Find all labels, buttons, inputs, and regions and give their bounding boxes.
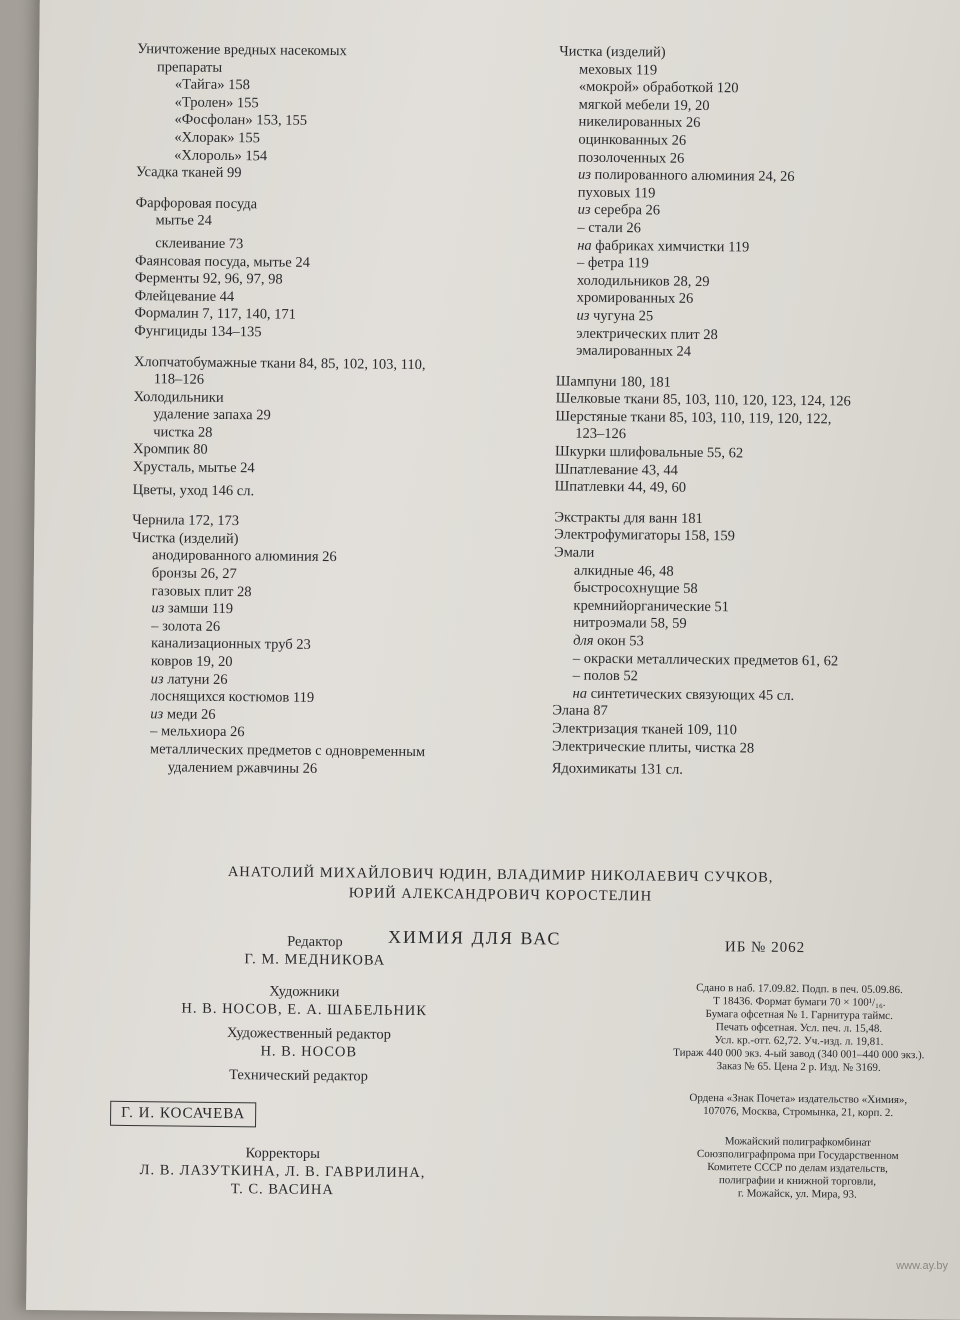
index-entry-text: Цветы, уход 146 сл.	[133, 482, 255, 499]
index-entry-text: металлических предметов с одновременным	[150, 741, 425, 760]
index-entry-text: полированного алюминия 24, 26	[591, 167, 795, 185]
index-entry-text: газовых плит 28	[152, 583, 252, 600]
index-entry-text: бронзы 26, 27	[152, 565, 237, 582]
index-entry-text: Шпатлевки 44, 49, 60	[555, 479, 687, 496]
index-entry-text: алкидные 46, 48	[574, 562, 674, 579]
index-entry-text: Шпатлевание 43, 44	[555, 461, 678, 478]
print-line: Заказ № 65. Цена 2 р. Изд. № 3169.	[649, 1059, 949, 1075]
index-entry-text: меховых 119	[579, 61, 657, 78]
authors	[150, 861, 850, 908]
index-entry-text: Уничтожение вредных насекомых	[137, 41, 347, 59]
index-entry-prefix: из	[151, 671, 164, 687]
correctors-label: Корректоры	[128, 1143, 438, 1164]
index-entry-prefix: из	[576, 308, 589, 324]
print-line: Т 18436. Формат бумаги 70 × 100¹/₁₆.	[649, 994, 949, 1010]
index-entry-text: Шелковые ткани 85, 103, 110, 120, 123, 124, 126	[556, 391, 851, 410]
index-entry-text: Шкурки шлифовальные 55, 62	[555, 443, 743, 461]
index-entry-text: ковров 19, 20	[151, 653, 233, 670]
index-entry-text: холодильников 28, 29	[577, 272, 710, 289]
print-line: Тираж 440 000 экз. 4-ый завод (340 001–440 000 экз.).	[649, 1046, 949, 1062]
index-entry-text: Флейцевание 44	[135, 288, 235, 305]
index-entry-text: Электрофумигаторы 158, 159	[554, 527, 735, 545]
correctors-line-1: Л. В. ЛАЗУТКИНА, Л. В. ГАВРИЛИНА,	[127, 1161, 437, 1182]
index-entry-text: чугуна 25	[589, 308, 653, 325]
print-line: Усл. кр.-отт. 62,72. Уч.-изд. л. 19,81.	[649, 1033, 949, 1049]
index-entry-text: 123–126	[575, 426, 626, 443]
index-entry-text: Фаянсовая посуда, мытье 24	[135, 253, 310, 271]
index-entry-text: Фарфоровая посуда	[136, 195, 258, 212]
index-entry-text: – окраски металлических предметов 61, 62	[573, 650, 838, 669]
index-entry-text: Усадка тканей 99	[136, 164, 242, 181]
index-entry-prefix: из	[151, 600, 164, 616]
print-details	[649, 981, 950, 1075]
tech-editor-name-stamp: Г. И. КОСАЧЕВА	[110, 1101, 256, 1128]
index-entry-text: – фетра 119	[577, 255, 649, 272]
index-entry-text: Холодильники	[134, 389, 224, 406]
index-entry-text: Формалин 7, 117, 140, 171	[134, 305, 296, 323]
index-entry-text: Чистка (изделий)	[132, 530, 238, 547]
publisher-info	[643, 1091, 953, 1120]
printer-line: г. Можайск, ул. Мира, 93.	[637, 1186, 957, 1202]
book-title: ХИМИЯ ДЛЯ ВАС	[388, 927, 562, 950]
index-entry-text: Электрические плиты, чистка 28	[552, 738, 754, 756]
index-entry-prefix: из	[578, 202, 591, 218]
publisher-line: 107076, Москва, Стромынка, 21, корп. 2.	[643, 1104, 953, 1120]
index-entry-text: хромированных 26	[577, 290, 694, 307]
index-entry-text: Шерстяные ткани 85, 103, 110, 119, 120, 122,	[555, 408, 831, 427]
index-entry-text: чистка 28	[153, 424, 212, 441]
printer-line: Можайский полиграфкомбинат	[638, 1134, 958, 1150]
colophon	[31, 860, 931, 869]
index-entry-text: быстросохнущие 58	[574, 580, 698, 597]
artists-credit	[149, 981, 459, 1020]
index-entry-text: 118–126	[154, 371, 204, 388]
print-line: Печать офсетная. Усл. печ. л. 15,48.	[649, 1020, 949, 1036]
index-entry-prefix: из	[578, 167, 591, 183]
tech-editor-label: Технический редактор	[178, 1066, 418, 1087]
index-entry-text: Чернила 172, 173	[132, 512, 239, 529]
tech-editor-credit	[178, 1066, 418, 1087]
index-column-left	[130, 41, 538, 780]
index-entry-text: удаление запаха 29	[153, 406, 270, 423]
index-entry-prefix: на	[577, 237, 592, 253]
index-entry-text: меди 26	[163, 706, 215, 723]
index-entry-text: «Хлороль» 154	[174, 147, 267, 164]
index-entry	[552, 761, 952, 783]
art-editor-name: Н. В. НОСОВ	[179, 1042, 439, 1063]
index-entry-text: никелированных 26	[578, 114, 700, 131]
art-editor-credit	[179, 1024, 439, 1063]
index-entry-text: оцинкованных 26	[578, 132, 686, 149]
artists-names: Н. В. НОСОВ, Е. А. ШАБЕЛЬНИК	[149, 999, 459, 1020]
index-entry-text: пуховых 119	[578, 184, 656, 201]
index-entry-prefix: на	[572, 685, 587, 701]
index-entry-text: «мокрой» обработкой 120	[579, 79, 739, 97]
printer-line: Комитете СССР по делам издательств,	[638, 1160, 958, 1176]
index-entry-text: позолоченных 26	[578, 149, 684, 166]
index-entry-text: серебра 26	[590, 202, 660, 219]
art-editor-label: Художественный редактор	[179, 1024, 439, 1045]
index-entry-text: удалением ржавчины 26	[168, 759, 318, 777]
index-entry-text: Хрусталь, мытье 24	[133, 459, 255, 476]
index-entry-text: синтетических связующих 45 сл.	[587, 686, 794, 704]
index-entry-text: Фунгициды 134–135	[134, 323, 261, 340]
site-watermark: www.ay.by	[896, 1260, 948, 1272]
publisher-line: Ордена «Знак Почета» издательство «Химия»,	[643, 1091, 953, 1107]
index-entry-text: Экстракты для ванн 181	[554, 509, 703, 527]
index-entry-text: окон 53	[593, 633, 643, 650]
index-entry-text: – полов 52	[573, 668, 638, 685]
index-entry-text: Чистка (изделий)	[559, 43, 665, 60]
index-entry-text: фабриках химчистки 119	[592, 237, 750, 255]
index-entry-text: анодированного алюминия 26	[152, 548, 337, 566]
index-entry-text: Элана 87	[552, 703, 608, 720]
index-subentry	[130, 759, 530, 781]
correctors-line-2: Т. С. ВАСИНА	[127, 1179, 437, 1200]
index-entry-text: Хлопчатобумажные ткани 84, 85, 102, 103, 110,	[134, 354, 426, 373]
editor-credit	[200, 932, 430, 970]
printer-line: полиграфии и книжной торговли,	[637, 1173, 957, 1189]
index-entry-text: – мельхиора 26	[150, 724, 245, 741]
correctors-credit	[127, 1143, 438, 1200]
printer-line: Союзполиграфпрома при Государственном	[638, 1147, 958, 1163]
book-page	[26, 0, 960, 1320]
index-entry-text: – золота 26	[151, 618, 220, 635]
editor-label: Редактор	[200, 932, 430, 952]
index-entry-text: нитроэмали 58, 59	[573, 615, 686, 632]
index-entry-text: электрических плит 28	[576, 325, 718, 342]
index-entry-text: Электризация тканей 109, 110	[552, 720, 737, 738]
print-line: Бумага офсетная № 1. Гарнитура таймс.	[649, 1007, 949, 1023]
index-entry-text: канализационных труб 23	[151, 636, 311, 654]
editor-name: Г. М. МЕДНИКОВА	[200, 950, 430, 970]
printer-info	[637, 1134, 958, 1202]
index-column-right	[552, 43, 960, 782]
index-entry-text: «Тролен» 155	[175, 94, 259, 111]
index-entry-text: кремнийорганические 51	[573, 597, 729, 615]
index-entry-text: склеивание 73	[155, 235, 243, 252]
index-entry-text: Эмали	[554, 544, 594, 560]
index-entry-text: мягкой мебели 19, 20	[579, 96, 710, 113]
index-entry-text: Ядохимикаты 131 сл.	[552, 761, 683, 778]
ib-number: ИБ № 2062	[725, 939, 805, 957]
artists-label: Художники	[149, 981, 459, 1002]
authors-line-1: АНАТОЛИЙ МИХАЙЛОВИЧ ЮДИН, ВЛАДИМИР НИКОЛАЕВИЧ СУЧКОВ,	[151, 861, 851, 888]
index-entry-text: препараты	[157, 59, 222, 76]
print-line: Сдано в наб. 17.09.82. Подп. в печ. 05.09.86.	[649, 981, 949, 997]
index-entry-text: – стали 26	[577, 220, 641, 237]
index-entry-text: Хромпик 80	[133, 441, 208, 458]
index-entry-text: мытье 24	[155, 213, 212, 230]
index-entry-text: эмалированных 24	[576, 343, 691, 360]
index-entry-text: «Тайга» 158	[175, 77, 250, 94]
index-entry-text: лоснящихся костюмов 119	[150, 688, 314, 706]
index-entry-prefix: для	[573, 633, 594, 649]
index-entry-text: замши 119	[164, 601, 233, 618]
index-entry-prefix: из	[150, 706, 163, 722]
index-entry-text: Шампуни 180, 181	[556, 373, 671, 390]
index-entry-text: Ферменты 92, 96, 97, 98	[135, 270, 283, 288]
index-entry-text: «Фосфолан» 153, 155	[174, 112, 307, 129]
index-entry-text: «Хлорак» 155	[174, 129, 260, 146]
authors-line-2: ЮРИЙ АЛЕКСАНДРОВИЧ КОРОСТЕЛИН	[150, 881, 850, 908]
index-entry-text: латуни 26	[164, 671, 228, 688]
